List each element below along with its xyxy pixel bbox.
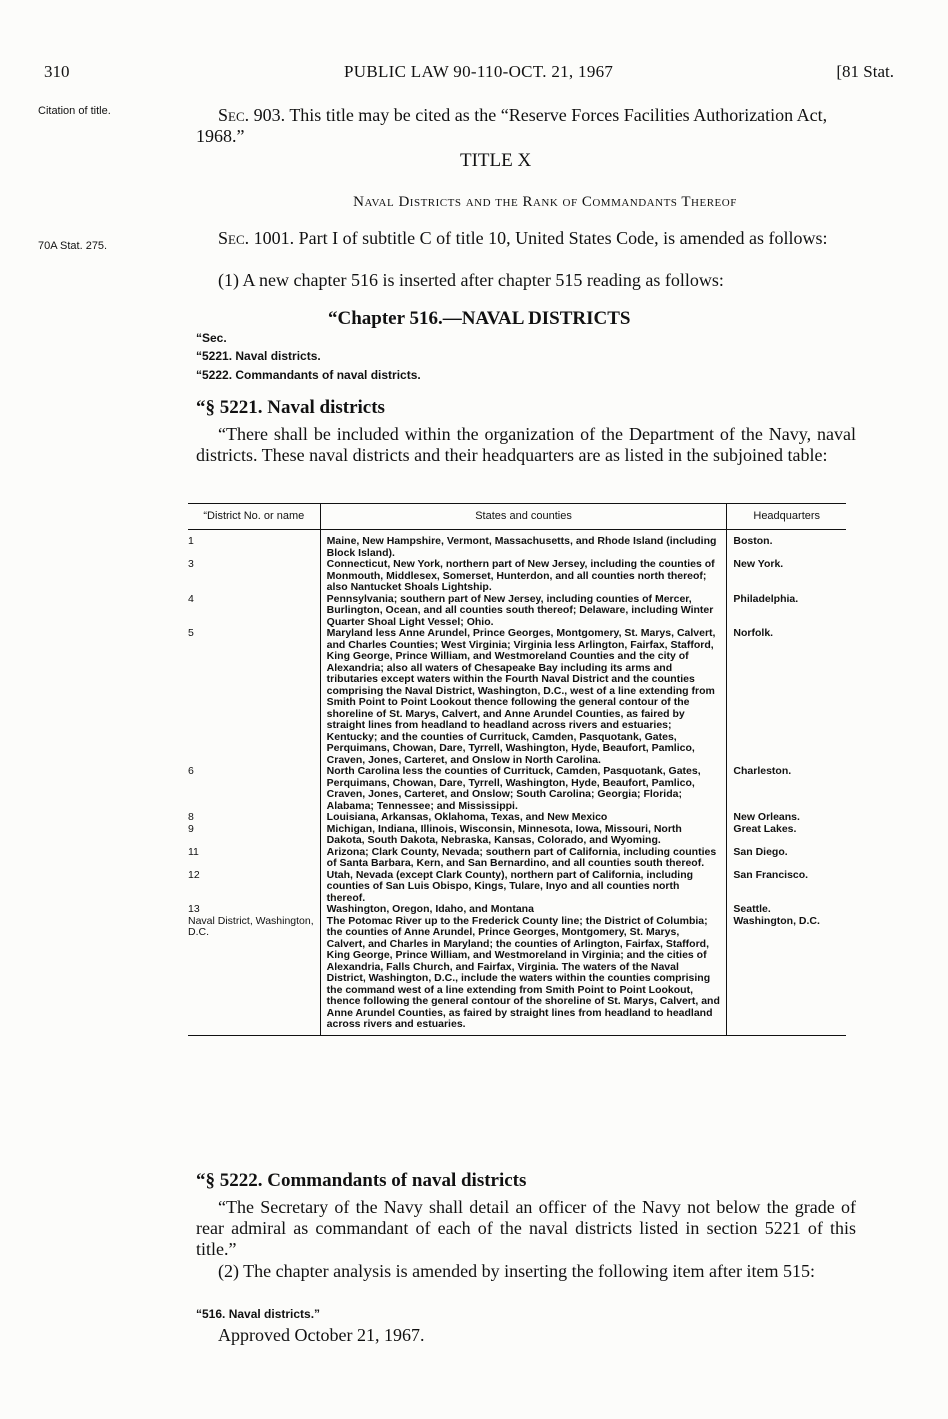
approval-date: Approved October 21, 1967. xyxy=(218,1325,425,1345)
section-5221-text: “There shall be included within the organization of the Department of the Navy, naval districts. These naval districts and their headquarters are as listed in the subjoined table: xyxy=(196,424,856,465)
section-903-label: Sec. 903. xyxy=(218,105,286,125)
header-stat: [81 Stat. xyxy=(836,62,894,81)
headquarters-cell: Norfolk. xyxy=(733,627,774,639)
header-title: PUBLIC LAW 90-110-OCT. 21, 1967 xyxy=(344,62,614,81)
headquarters-cell: Seattle. xyxy=(733,903,771,915)
table-row xyxy=(188,812,846,824)
district-cell: 8 xyxy=(188,811,194,823)
table-row xyxy=(188,847,846,870)
margin-note-citation: Citation of title. xyxy=(38,105,111,117)
district-cell: 9 xyxy=(188,822,194,835)
district-cell: 1 xyxy=(188,535,194,547)
table-row xyxy=(188,766,846,812)
margin-note-source: 70A Stat. 275. xyxy=(38,240,108,252)
district-cell: 6 xyxy=(188,765,194,777)
states-cell: Washington, Oregon, Idaho, and Montana xyxy=(320,904,727,916)
table-row xyxy=(188,904,846,916)
chapter-heading: “Chapter 516.—NAVAL DISTRICTS xyxy=(328,308,631,329)
section-5222-heading: “§ 5222. Commandants of naval districts xyxy=(196,1170,527,1191)
states-cell: Connecticut, New York, northern part of New Jersey, including the counties of Monmouth, Middlesex, Somerset, Hunterdon, and all counties north thereof; also Nantucket Shoals Lightship. xyxy=(320,559,727,594)
headquarters-cell: Great Lakes. xyxy=(733,822,797,835)
section-903-text: This title may be cited as the “Reserve Forces Facilities Authorization Act, 1968.” xyxy=(196,105,828,146)
district-cell: 4 xyxy=(188,592,194,605)
section-1001-item-1: (1) A new chapter 516 is inserted after chapter 515 reading as follows: xyxy=(218,270,724,290)
headquarters-cell: San Francisco. xyxy=(733,868,809,881)
headquarters-cell: Philadelphia. xyxy=(733,592,799,605)
chapter-analysis-item: “516. Naval districts.” xyxy=(196,1307,321,1321)
title-x-heading: TITLE X xyxy=(460,150,532,171)
district-cell: 12 xyxy=(188,868,200,881)
section-5221-heading: “§ 5221. Naval districts xyxy=(196,397,385,418)
states-cell: Louisiana, Arkansas, Oklahoma, Texas, and New Mexico xyxy=(320,812,727,824)
table-row xyxy=(188,559,846,594)
headquarters-cell: San Diego. xyxy=(733,845,788,858)
headquarters-cell: Boston. xyxy=(733,535,773,547)
headquarters-cell: Charleston. xyxy=(733,765,792,777)
district-cell: Naval District, Washington, D.C. xyxy=(188,916,320,1036)
naval-districts-table xyxy=(188,503,846,1036)
table-row xyxy=(188,530,846,560)
section-1001-item-2: (2) The chapter analysis is amended by inserting the following item after item 515: xyxy=(218,1261,816,1281)
running-header xyxy=(44,62,894,92)
table-row xyxy=(188,870,846,905)
table-row xyxy=(188,628,846,766)
section-1001-text: Part I of subtitle C of title 10, United States Code, is amended as follows: xyxy=(298,228,828,248)
district-cell: 11 xyxy=(188,845,199,858)
section-1001 xyxy=(196,228,856,249)
district-cell: 3 xyxy=(188,558,194,570)
states-cell: North Carolina less the counties of Currituck, Camden, Pasquotank, Gates, Perquimans, Chowan, Dare, Tyrrell, Washington, Hyde, Beaufort, Pamlico, Craven, Jones, Carteret, and Onslow; South Carolina; Georgia; Florida; Alabama; Tennessee; and Mississippi. xyxy=(320,766,727,812)
states-cell: Pennsylvania; southern part of New Jersey, including counties of Mercer, Burlington, Ocean, and all counties south thereof; Delaware, including Winter Quarter Shoal Light Vessel; Ohio. xyxy=(320,594,727,629)
table-row xyxy=(188,824,846,847)
headquarters-cell: New York. xyxy=(733,558,784,570)
states-cell: Utah, Nevada (except Clark County), northern part of California, including counties of San Luis Obispo, Kings, Tulare, Inyo and all counties north thereof. xyxy=(320,870,727,905)
title-x-subheading: Naval Districts and the Rank of Commandants Thereof xyxy=(353,194,737,210)
table-row xyxy=(188,594,846,629)
section-5222-text: “The Secretary of the Navy shall detail an officer of the Navy not below the grade of rear admiral as commandant of each of the naval districts listed in section 5221 of this title.” xyxy=(196,1197,856,1259)
column-header-district: “District No. or name xyxy=(188,504,320,530)
states-cell: Michigan, Indiana, Illinois, Wisconsin, Minnesota, Iowa, Missouri, North Dakota, South Dakota, Nebraska, Kansas, Colorado, and Wyoming. xyxy=(320,824,727,847)
chapter-item-5222: “5222. Commandants of naval districts. xyxy=(196,368,421,382)
states-cell: Maryland less Anne Arundel, Prince Georges, Montgomery, St. Marys, Calvert, and Charles Counties; West Virginia; Virginia less Arlington, Fairfax, Stafford, King George, Prince William, and Westmoreland Counties and the city of Alexandria; also all waters of Chesapeake Bay including its arms and tributaries except waters within the Fourth Naval District and the counties comprising the Naval District, Washington, D.C., west of a line extending from Smith Point to Point Lookout thence following the general contour of the shoreline of St. Marys, Calvert, and Anne Arundel Counties, as faired by straight lines from headland to headland across rivers and estuaries; Kentucky; and the counties of Currituck, Camden, Pasquotank, Gates, Perquimans, Chowan, Dare, Tyrrell, Washington, Hyde, Beaufort, Pamlico, Craven, Jones, Carteret, and Onslow in North Carolina. xyxy=(320,628,727,766)
district-cell: 5 xyxy=(188,627,194,639)
column-header-states: States and counties xyxy=(320,504,727,530)
chapter-item-5221: “5221. Naval districts. xyxy=(196,349,321,363)
section-1001-label: Sec. 1001. xyxy=(218,228,295,248)
states-cell: Maine, New Hampshire, Vermont, Massachusetts, and Rhode Island (including Block Island). xyxy=(320,530,727,560)
states-cell: Arizona; Clark County, Nevada; southern part of California, including counties of Santa Barbara, Kern, and San Bernardino, and all counties south thereof. xyxy=(320,847,727,870)
column-header-headquarters: Headquarters xyxy=(727,504,846,530)
headquarters-cell: Washington, D.C. xyxy=(727,916,846,1036)
district-cell: 13 xyxy=(188,903,200,915)
page-number: 310 xyxy=(44,62,70,81)
table-row xyxy=(188,916,846,1036)
states-cell: The Potomac River up to the Frederick County line; the District of Columbia; the counties of Anne Arundel, Prince Georges, Montgomery, St. Marys, Calvert, and Charles in Maryland; the counties of Arlington, Fairfax, Stafford, King George, Prince William, and Westmoreland in Virginia; and the cities of Alexandria, Falls Church, and Fairfax, Virginia. The waters of the Naval District, Washington, D.C., include the waters within the counties comprising the command west of a line extending from Smith Point to Point Lookout, thence following the general contour of the shoreline of St. Marys, Calvert, and Anne Arundel Counties, as faired by straight lines from headland to headland across rivers and estuaries. xyxy=(320,916,727,1036)
chapter-sec-label: “Sec. xyxy=(196,331,227,345)
table-header-row xyxy=(188,504,846,530)
headquarters-cell: New Orleans. xyxy=(733,811,800,823)
section-903 xyxy=(196,105,856,147)
